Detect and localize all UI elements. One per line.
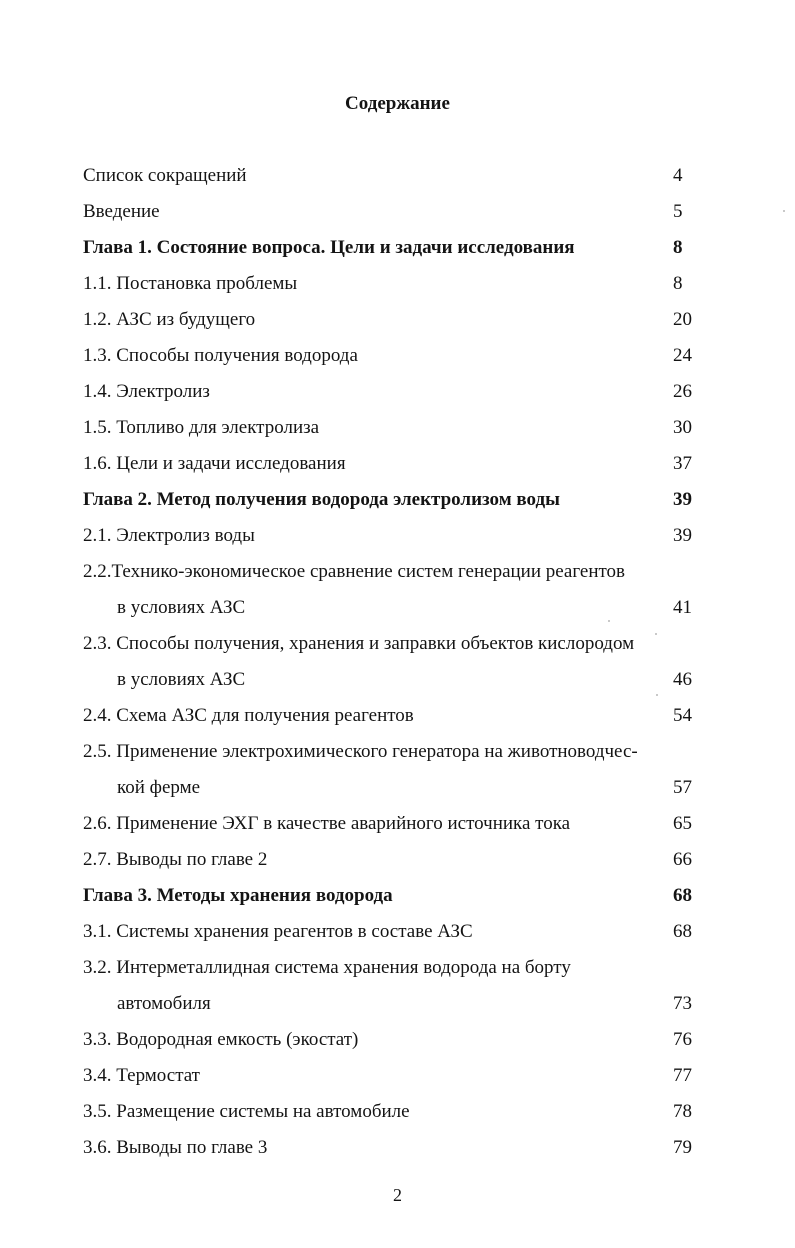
toc-entry-page: 66 (673, 849, 692, 870)
toc-entry-page: 20 (673, 309, 692, 330)
toc-entry-title: 1.3. Способы получения водорода (83, 345, 358, 366)
toc-entry-title: Глава 1. Состояние вопроса. Цели и задачи исследования (83, 237, 575, 258)
toc-chapter-entry (0, 487, 795, 513)
scan-speck (783, 210, 785, 212)
toc-entry-title: 3.5. Размещение системы на автомобиле (83, 1101, 410, 1122)
toc-entry-page: 78 (673, 1101, 692, 1122)
toc-entry (0, 595, 795, 621)
toc-entry-page: 65 (673, 813, 692, 834)
toc-entry-page: 39 (673, 489, 692, 510)
toc-entry-title: 1.6. Цели и задачи исследования (83, 453, 346, 474)
toc-entry-title: 2.3. Способы получения, хранения и заправки объектов кислородом (83, 633, 635, 654)
toc-entry-page: 79 (673, 1137, 692, 1158)
toc-entry-page: 24 (673, 345, 692, 366)
toc-entry-title: Глава 3. Методы хранения водорода (83, 885, 393, 906)
toc-entry-title: кой ферме (117, 777, 201, 798)
toc-entry-page: 57 (673, 777, 692, 798)
toc-entry-title: 1.1. Постановка проблемы (83, 273, 298, 294)
page-number: 2 (393, 1185, 402, 1205)
toc-entry-title: 2.5. Применение электрохимического генератора на животноводчес- (83, 741, 638, 762)
scan-speck (656, 694, 658, 696)
toc-entry (0, 1135, 795, 1161)
toc-entry (0, 955, 795, 981)
toc-entry-page: 8 (673, 273, 683, 294)
toc-entry-page: 73 (673, 993, 692, 1014)
toc-entry-page: 41 (673, 597, 692, 618)
toc-entry (0, 559, 795, 585)
toc-entry (0, 919, 795, 945)
toc-entry (0, 739, 795, 765)
toc-entry-title: 3.1. Системы хранения реагентов в составе АЗС (83, 921, 473, 942)
toc-entry-page: 26 (673, 381, 692, 402)
toc-entry (0, 631, 795, 657)
toc-entry (0, 451, 795, 477)
toc-entry (0, 847, 795, 873)
toc-entry-title: Список сокращений (83, 165, 247, 186)
toc-entry-page: 8 (673, 237, 683, 258)
toc-entry-page: 37 (673, 453, 692, 474)
toc-chapter-entry (0, 235, 795, 261)
toc-entry-title: 3.6. Выводы по главе 3 (83, 1137, 268, 1158)
toc-entry (0, 1027, 795, 1053)
toc-entry (0, 703, 795, 729)
toc-entry (0, 991, 795, 1017)
toc-entry-title: 2.1. Электролиз воды (83, 525, 255, 546)
toc-entry-page: 39 (673, 525, 692, 546)
toc-entry-title: в условиях АЗС (117, 669, 246, 690)
toc-entry-page: 4 (673, 165, 683, 186)
toc-entry (0, 199, 795, 225)
toc-entry-title: Введение (83, 201, 160, 222)
toc-entry (0, 343, 795, 369)
toc-entry-title: 2.2.Технико-экономическое сравнение систем генерации реагентов (83, 561, 626, 582)
toc-entry-page: 68 (673, 885, 692, 906)
toc-entry (0, 523, 795, 549)
toc-entry-title: Глава 2. Метод получения водорода электролизом воды (83, 489, 560, 510)
toc-entry (0, 1099, 795, 1125)
toc-entry-title: 3.3. Водородная емкость (экостат) (83, 1029, 359, 1050)
toc-entry-title: автомобиля (117, 993, 211, 1014)
toc-entry-title: 3.4. Термостат (83, 1065, 200, 1086)
toc-chapter-entry (0, 883, 795, 909)
toc-entry-title: в условиях АЗС (117, 597, 246, 618)
toc-entry (0, 667, 795, 693)
toc-entry-page: 68 (673, 921, 692, 942)
toc-entry-title: 1.4. Электролиз (83, 381, 210, 402)
toc-entry (0, 1063, 795, 1089)
toc-entry (0, 271, 795, 297)
toc-entry-title: 3.2. Интерметаллидная система хранения водорода на борту (83, 957, 571, 978)
toc-entry-title: 1.2. АЗС из будущего (83, 309, 256, 330)
toc-entry-page: 54 (673, 705, 692, 726)
toc-entry (0, 163, 795, 189)
toc-entry (0, 307, 795, 333)
toc-entry-page: 30 (673, 417, 692, 438)
scan-speck (608, 620, 610, 622)
toc-entry (0, 811, 795, 837)
toc-entry-title: 2.6. Применение ЭХГ в качестве аварийного источника тока (83, 813, 571, 834)
toc-entry-title: 2.7. Выводы по главе 2 (83, 849, 268, 870)
toc-entry-page: 5 (673, 201, 683, 222)
page-title: Содержание (345, 93, 450, 114)
toc-entry-title: 1.5. Топливо для электролиза (83, 417, 320, 438)
toc-entry (0, 379, 795, 405)
toc-entry (0, 415, 795, 441)
toc-entry-title: 2.4. Схема АЗС для получения реагентов (83, 705, 414, 726)
toc-entry (0, 775, 795, 801)
toc-entry-page: 46 (673, 669, 692, 690)
toc-entry-page: 77 (673, 1065, 692, 1086)
toc-entry-page: 76 (673, 1029, 692, 1050)
scan-speck (655, 633, 657, 635)
